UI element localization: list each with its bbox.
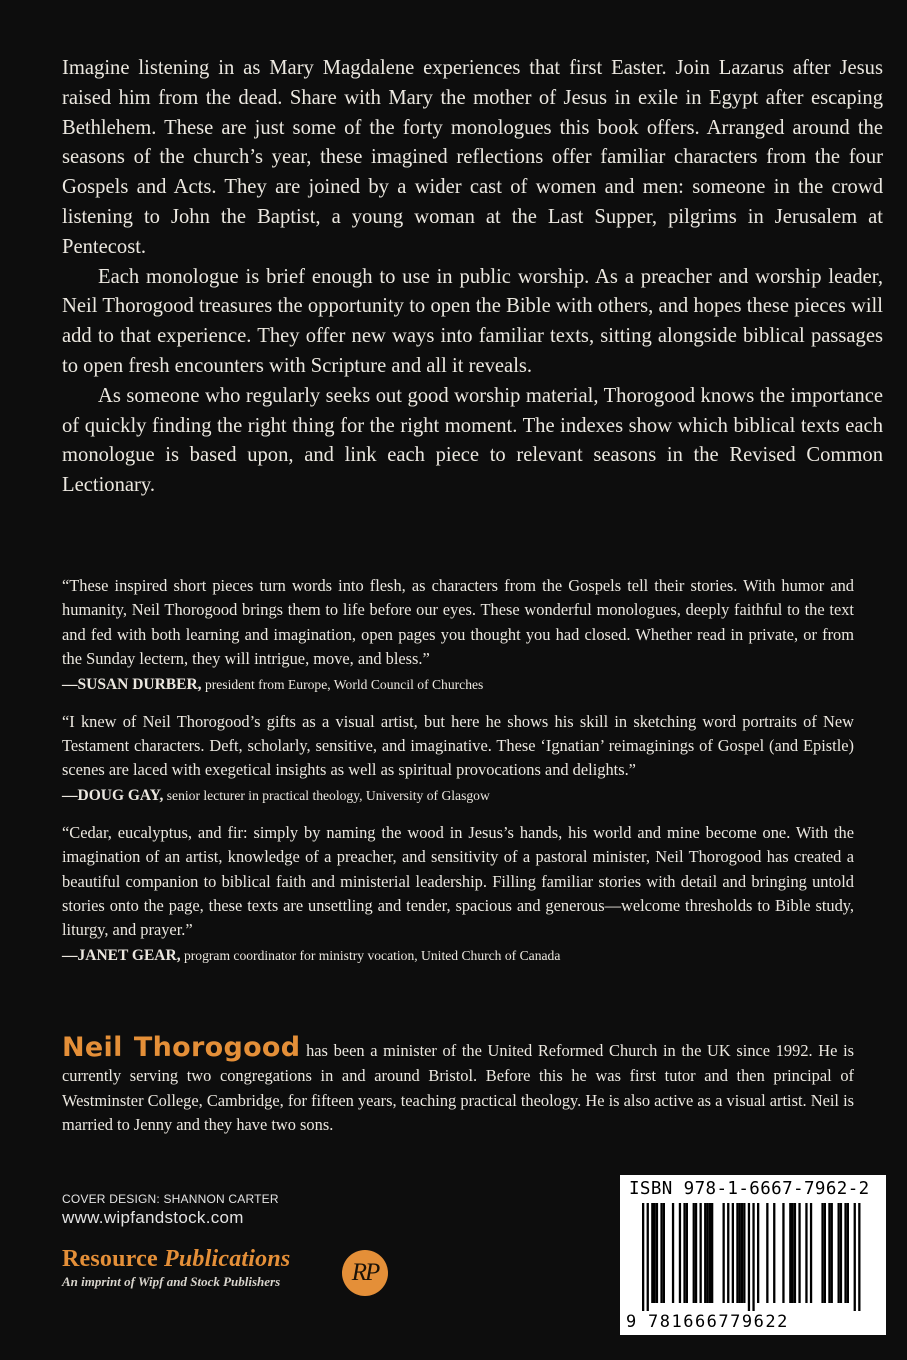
- endorser-role: president from Europe, World Council of Churches: [204, 676, 484, 692]
- isbn-barcode: [620, 1175, 886, 1335]
- barcode-bar: [647, 1203, 649, 1311]
- barcode-bar: [743, 1203, 745, 1303]
- barcode-bar: [700, 1203, 702, 1303]
- barcode-first-digit: 9: [626, 1312, 637, 1332]
- barcode-bar: [810, 1203, 812, 1303]
- barcode-bar: [821, 1203, 823, 1303]
- blurb: [62, 54, 883, 501]
- barcode-bar: [824, 1203, 826, 1303]
- barcode-digits: 781666779622: [648, 1312, 789, 1332]
- endorser-name: —JANET GEAR,: [62, 946, 181, 964]
- barcode-bar: [672, 1203, 674, 1303]
- barcode-bar: [723, 1203, 725, 1303]
- barcode-bar: [828, 1203, 830, 1303]
- endorser-name: —SUSAN DURBER,: [62, 675, 202, 693]
- publisher-logo-icon: RP: [342, 1250, 388, 1296]
- publisher-website-link[interactable]: www.wipfandstock.com: [62, 1208, 244, 1227]
- barcode-bar: [789, 1203, 791, 1303]
- endorser-name: —DOUG GAY,: [62, 786, 164, 804]
- barcode-bar: [794, 1203, 796, 1303]
- endorsement-text: “Cedar, eucalyptus, and fir: simply by naming the wood in Jesus’s hands, his world and mine become one. With the imagination of an artist, knowledge of a preacher, and sensitivity of a pastoral minister, Neil Thorogood has created a beautiful companion to biblical faith and ministerial leadership. Filling familiar stories with detail and bringing untold stories onto the page, these texts are unsettling and tender, spacious and generous—welcome thresholds to Bible study, liturgy, and prayer.”: [62, 822, 854, 940]
- publisher-block: [62, 1246, 290, 1290]
- barcode-bar: [792, 1203, 794, 1303]
- endorsements: [62, 574, 854, 981]
- barcode-bar: [660, 1203, 662, 1303]
- barcode-bar: [651, 1203, 653, 1303]
- blurb-paragraph-1: Imagine listening in as Mary Magdalene experiences that first Easter. Join Lazarus after Jesus raised him from the dead. Share with Mary the mother of Jesus in exile in Egypt after escaping Bethlehem. These are just some of the forty monologues this book offers. Arranged around the seasons of the church’s year, these imagined reflections offer familiar characters from the four Gospels and Acts. They are joined by a wider cast of women and men: someone in the crowd listening to John the Baptist, a young woman at the Last Supper, pilgrims in Jerusalem at Pentecost.: [62, 57, 883, 258]
- barcode-bar: [766, 1203, 768, 1303]
- endorsement-attribution: [62, 785, 854, 807]
- barcode-bar: [798, 1203, 800, 1303]
- barcode-bar: [727, 1203, 729, 1303]
- publisher-imprint: An imprint of Wipf and Stock Publishers: [62, 1274, 281, 1289]
- endorsement: [62, 574, 854, 696]
- barcode-bar: [782, 1203, 784, 1303]
- barcode-bar: [773, 1203, 775, 1303]
- endorser-role: senior lecturer in practical theology, University of Glasgow: [166, 787, 490, 803]
- isbn-label: ISBN 978-1-6667-7962-2: [629, 1179, 870, 1199]
- barcode-bar: [752, 1203, 754, 1311]
- blurb-paragraph-2: Each monologue is brief enough to use in public worship. As a preacher and worship leader, Neil Thorogood treasures the opportunity to open the Bible with others, and hopes these pieces will add to that experience. They offer new ways into familiar texts, sitting alongside biblical passages to open fresh encounters with Scripture and all it reveals.: [62, 265, 883, 377]
- publisher-name-part2: Publications: [164, 1246, 291, 1272]
- barcode-bar: [656, 1203, 658, 1303]
- endorsement-text: “I knew of Neil Thorogood’s gifts as a visual artist, but here he shows his skill in sketching word portraits of New Testament characters. Deft, scholarly, sensitive, and imaginative. These ‘Ignatian’ reimaginings of Gospel (and Epistle) scenes are laced with exegetical insights as well as spiritual provocations and delights.”: [62, 711, 854, 780]
- endorsement: [62, 710, 854, 807]
- barcode-bar: [654, 1203, 656, 1303]
- barcode-bar: [732, 1203, 734, 1303]
- author-bio: [62, 1032, 854, 1138]
- publisher-name: [62, 1246, 290, 1273]
- endorsement-attribution: [62, 674, 854, 696]
- barcode-bar: [844, 1203, 846, 1303]
- endorsement-text: “These inspired short pieces turn words into flesh, as characters from the Gospels tell their stories. With humor and humanity, Neil Thorogood brings them to life before our eyes. These wonderful monologues, deeply faithful to the text and fed with both learning and imagination, open pages you thought you had closed. Whether read in private, or from the Sunday lectern, they will intrigue, move, and bless.”: [62, 576, 854, 669]
- barcode-bar: [642, 1203, 644, 1311]
- barcode-bar: [663, 1203, 665, 1303]
- blurb-paragraph-3: As someone who regularly seeks out good worship material, Thorogood knows the importance of quickly finding the right thing for the right moment. The indexes show which biblical texts each monologue is based upon, and link each piece to relevant seasons in the Revised Common Lectionary.: [62, 384, 883, 497]
- barcode-bar: [736, 1203, 738, 1303]
- barcode-bar: [854, 1203, 856, 1311]
- endorser-role: program coordinator for ministry vocation, United Church of Canada: [183, 947, 561, 963]
- barcode-bar: [693, 1203, 695, 1303]
- author-bio-text: has been a minister of the United Reformed Church in the UK since 1992. He is currently serving two congregations in and around Bristol. Before this he was first tutor and then principal of Westminster College, Cambridge, for fifteen years, teaching practical theology. He is also active as a visual artist. Neil is married to Jenny and they have two sons.: [62, 1041, 854, 1135]
- barcode-bar: [709, 1203, 711, 1303]
- barcode-bar: [757, 1203, 759, 1303]
- endorsement-attribution: [62, 945, 854, 967]
- barcode-bars-icon: [642, 1203, 868, 1311]
- barcode-bar: [840, 1203, 842, 1303]
- barcode-bar: [858, 1203, 860, 1311]
- barcode-bar: [679, 1203, 681, 1303]
- barcode-bar: [805, 1203, 807, 1303]
- endorsement: [62, 821, 854, 967]
- barcode-bar: [741, 1203, 743, 1303]
- publisher-name-part1: Resource: [62, 1246, 164, 1272]
- barcode-bar: [704, 1203, 706, 1303]
- barcode-bar: [686, 1203, 688, 1303]
- barcode-bar: [838, 1203, 840, 1303]
- author-name: Neil Thorogood: [62, 1032, 301, 1063]
- barcode-bar: [748, 1203, 750, 1311]
- barcode-bar: [831, 1203, 833, 1303]
- barcode-bar: [706, 1203, 708, 1303]
- barcode-bar: [847, 1203, 849, 1303]
- credits: [62, 1192, 279, 1228]
- barcode-bar: [711, 1203, 713, 1303]
- barcode-bar: [683, 1203, 685, 1303]
- barcode-bar: [695, 1203, 697, 1303]
- cover-design-credit: COVER DESIGN: SHANNON CARTER: [62, 1192, 279, 1206]
- barcode-bar: [739, 1203, 741, 1303]
